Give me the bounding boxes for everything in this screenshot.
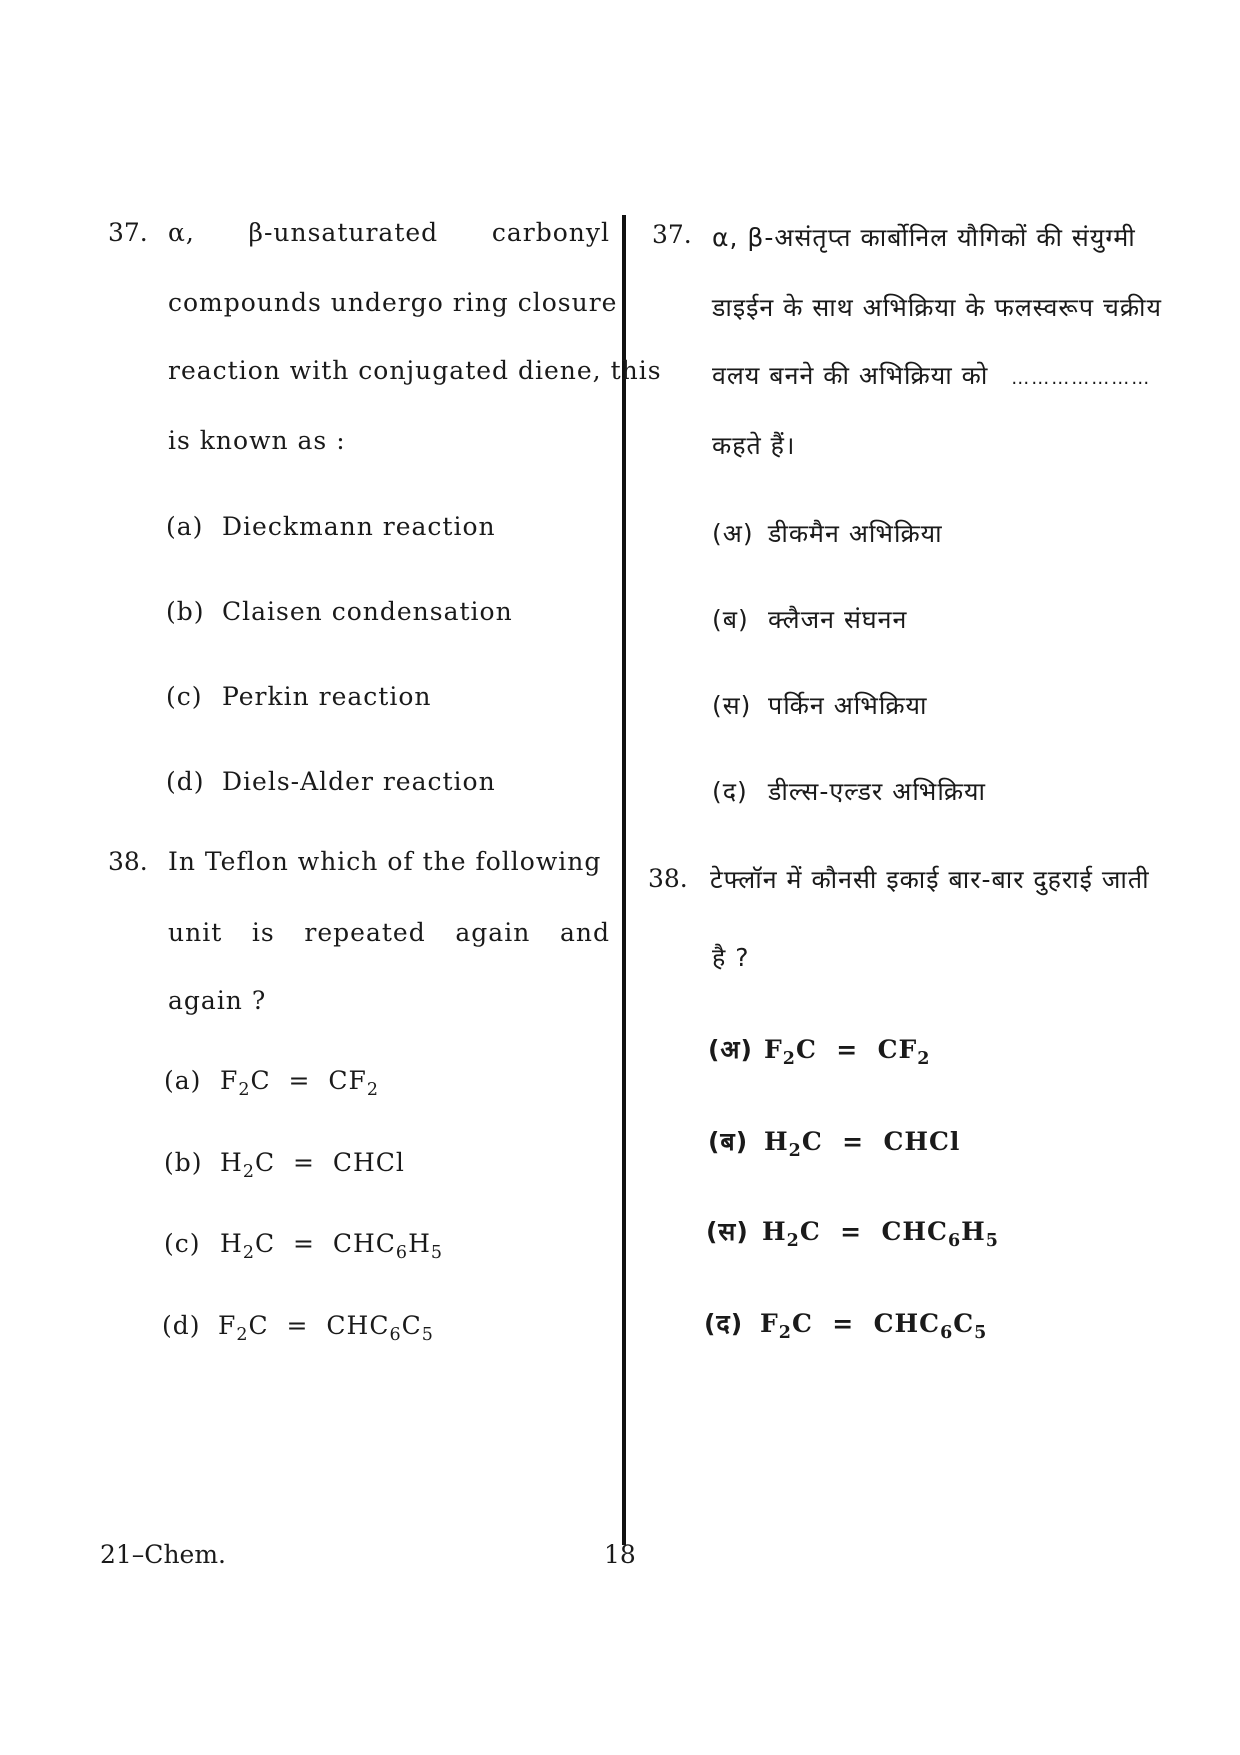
formula-rhs: CHCl	[883, 1127, 961, 1156]
option-label: (ब)	[712, 605, 749, 634]
q38-line-3-en: again ?	[168, 986, 267, 1015]
q37-number-en: 37.	[108, 218, 148, 247]
q37-option-a-hi	[712, 516, 943, 550]
option-text: Diels-Alder reaction	[222, 767, 496, 796]
option-text: डीकमैन अभिक्रिया	[768, 519, 943, 548]
option-label: (a)	[164, 1066, 202, 1095]
q38-option-d-en	[162, 1311, 434, 1345]
equals-sign: =	[293, 1229, 315, 1258]
q37-line-4-en: is known as :	[168, 426, 346, 455]
q37-word-alpha: α,	[168, 218, 195, 247]
formula-lhs: $F_2C$	[218, 1311, 269, 1346]
equals-sign: =	[286, 1311, 309, 1340]
q38-option-c-hi	[706, 1214, 999, 1251]
page-number: 18	[604, 1540, 636, 1569]
formula-rhs: CHCl	[332, 1148, 405, 1177]
option-text: क्लैजन संघनन	[768, 605, 908, 634]
option-label: (a)	[166, 512, 204, 541]
q38-number-hi: 38.	[648, 864, 688, 893]
q38-option-c-en	[164, 1229, 443, 1263]
q38-word-and: and	[559, 918, 610, 947]
q38-option-a-hi	[708, 1032, 930, 1069]
q38-option-b-hi	[708, 1124, 960, 1161]
q38-line-1-en: In Teflon which of the following	[168, 847, 602, 876]
formula-lhs: $F_2C$	[760, 1309, 813, 1344]
subject-code: 21–Chem.	[100, 1540, 226, 1569]
equals-sign: =	[842, 1127, 865, 1156]
column-divider	[622, 215, 626, 1545]
q37-option-b-en	[166, 597, 513, 626]
q37-option-c-en	[166, 682, 431, 711]
q37-line-3-text: वलय बनने की अभिक्रिया को	[712, 361, 989, 390]
formula-rhs: $CHC_6H_5$	[881, 1217, 999, 1252]
formula-rhs: $CHC_6C_5$	[326, 1311, 434, 1346]
q37-line-1-hi: α, β-असंतृप्त कार्बोनिल यौगिकों की संयुग्मी	[712, 223, 1136, 252]
option-text: Perkin reaction	[222, 682, 432, 711]
option-label: (d)	[166, 767, 205, 796]
formula-lhs: $H_2C$	[220, 1148, 276, 1183]
option-text: Dieckmann reaction	[222, 512, 496, 541]
q38-option-a-en	[164, 1066, 379, 1100]
q38-word-is: is	[251, 918, 275, 947]
equals-sign: =	[840, 1217, 863, 1246]
formula-rhs: $CF_2$	[328, 1066, 380, 1101]
formula-lhs: $H_2C$	[762, 1217, 821, 1252]
option-text: पर्किन अभिक्रिया	[768, 691, 928, 720]
option-label: (ब)	[708, 1127, 749, 1156]
q37-word-beta: β-unsaturated	[248, 218, 439, 247]
q37-line-3-hi	[712, 358, 1151, 392]
q37-option-b-hi	[712, 602, 907, 636]
formula-rhs: $CF_2$	[877, 1035, 931, 1070]
option-label: (b)	[166, 597, 205, 626]
option-label: (b)	[164, 1148, 203, 1177]
option-text: डील्स-एल्डर अभिक्रिया	[768, 777, 987, 806]
q37-line-2-en: compounds undergo ring closure	[168, 288, 618, 317]
formula-rhs: $CHC_6H_5$	[332, 1229, 444, 1264]
q37-line-1-en	[168, 218, 610, 247]
q37-option-d-en	[166, 767, 496, 796]
option-label: (स)	[706, 1217, 749, 1246]
q38-number-en: 38.	[108, 847, 148, 876]
option-label: (c)	[164, 1229, 201, 1258]
option-label: (c)	[166, 682, 203, 711]
option-label: (द)	[704, 1309, 744, 1338]
option-label: (अ)	[708, 1035, 753, 1064]
q37-word-carbonyl: carbonyl	[491, 218, 610, 247]
q38-word-again: again	[455, 918, 531, 947]
option-label: (d)	[162, 1311, 201, 1340]
q38-word-repeated: repeated	[304, 918, 426, 947]
formula-rhs: $CHC_6C_5$	[873, 1309, 988, 1344]
q37-line-2-hi: डाइईन के साथ अभिक्रिया के फलस्वरूप चक्रीय	[712, 293, 1163, 322]
q37-option-a-en	[166, 512, 496, 541]
formula-lhs: $H_2C$	[220, 1229, 276, 1264]
q37-option-c-hi	[712, 688, 928, 722]
q37-line-4-hi: कहते हैं।	[712, 431, 796, 460]
q38-line-2-hi: है ?	[712, 943, 750, 972]
option-text: Claisen condensation	[222, 597, 513, 626]
q37-option-d-hi	[712, 774, 986, 808]
q38-option-d-hi	[704, 1306, 987, 1343]
option-label: (स)	[712, 691, 752, 720]
q37-number-hi: 37.	[652, 220, 692, 249]
q38-option-b-en	[164, 1148, 405, 1182]
formula-lhs: $F_2C$	[764, 1035, 817, 1070]
q38-line-2-en	[168, 918, 610, 947]
equals-sign: =	[288, 1066, 311, 1095]
equals-sign: =	[832, 1309, 855, 1338]
q38-line-1-hi: टेफ्लॉन में कौनसी इकाई बार-बार दुहराई जाती	[710, 865, 1150, 894]
q38-word-unit: unit	[168, 918, 223, 947]
q37-line-3-en: reaction with conjugated diene, this	[168, 356, 662, 385]
equals-sign: =	[293, 1148, 315, 1177]
option-label: (द)	[712, 777, 748, 806]
option-label: (अ)	[712, 519, 754, 548]
formula-lhs: $H_2C$	[764, 1127, 823, 1162]
blank-dots: …………………	[1011, 368, 1152, 389]
formula-lhs: $F_2C$	[220, 1066, 271, 1101]
equals-sign: =	[836, 1035, 859, 1064]
